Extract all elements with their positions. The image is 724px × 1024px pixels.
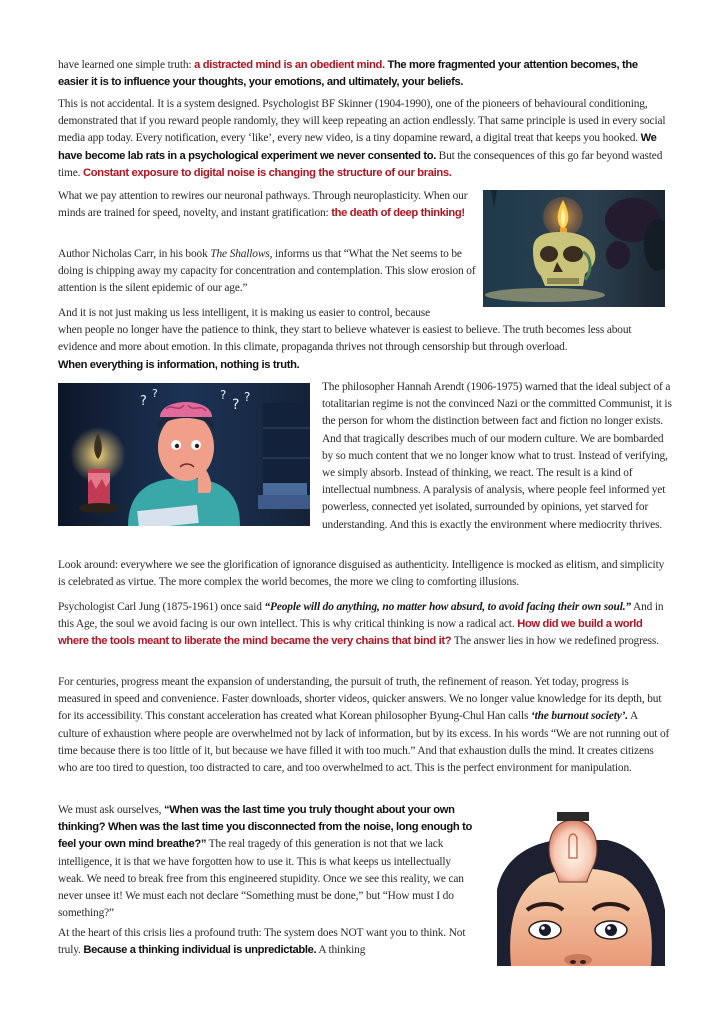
p5-text: when people no longer have the patience to think, they start to believe whatever is easiest to believe. The truth becomes less about evidence and more about emotion. In this climate, propaganda thrives not through censorship but through overload. — [58, 324, 632, 354]
p11-text: At the heart of this crisis lies a profound truth: The system does NOT want you to think. Not truly. — [58, 927, 466, 957]
paragraph-7 — [58, 557, 670, 591]
paragraph-11 — [58, 925, 478, 959]
confused-boy-image — [58, 383, 310, 526]
p2-highlight-red: Constant exposure to digital noise is changing the structure of our brains. — [83, 166, 452, 179]
p10-text: We must ask ourselves, — [58, 804, 165, 816]
p10-text-2: The real tragedy of this generation is not that we lack intelligence, it is that we have forgotten how to use it. This is what keeps us intellectually weak. We need to break free from this engineered stupidity. Once we see this reality, we can never unsee it! We must each not declare “Something must be done,” but “How must I do something?” — [58, 838, 464, 920]
p3-highlight-red: the death of deep thinking! — [331, 207, 465, 220]
p8-jung-quote: “People will do anything, no matter how absurd, to avoid facing their own soul.” — [264, 601, 631, 613]
p10-bold-question: “When was the last time you truly thought about your own thinking? When was the last time you disconnected from the noise, long enough to feel your own mind breathe?” — [58, 804, 472, 851]
p9-text: For centuries, progress meant the expansion of understanding, the pursuit of truth, the refinement of reason. Yet today, progress is measured in speed and convenience. Faster downloads, shorter videos, quicker answers. We no longer value knowledge for its depth, but for its accessibility. This constant acceleration has created what Korean philosopher Byung-Chul Han calls — [58, 676, 662, 723]
p8-text: Psychologist Carl Jung (1875-1961) once said — [58, 601, 265, 613]
paragraph-3 — [58, 188, 478, 222]
p8-highlight-red: How did we build a world where the tools meant to liberate the mind became the very chains that bind it? — [58, 618, 643, 648]
paragraph-5 — [58, 305, 670, 374]
p2-text-2: But the consequences of this go far beyond wasted time. — [58, 149, 663, 179]
lightbulb-head-image — [497, 810, 665, 966]
p1-bold: The more fragmented your attention becomes, the easier it is to influence your thoughts, your emotions, and ultimately, your beliefs. — [58, 59, 638, 89]
paragraph-2 — [58, 96, 670, 182]
paragraph-9 — [58, 674, 670, 777]
p4-book-title: The Shallows — [210, 248, 270, 260]
skull-candle-image — [483, 190, 665, 307]
paragraph-4 — [58, 246, 478, 298]
p8-text-3: The answer lies in how we redefined progress. — [451, 635, 659, 648]
svg-text:?: ? — [244, 390, 251, 404]
p6-text: The philosopher Hannah Arendt (1906-1975) warned that the ideal subject of a totalitarian regime is not the convinced Nazi or the committed Communist, it is the person for whom the distinction between fact and fiction no longer exists. And that tragically describes much of our modern culture. We are bombarded by so much content that we no longer know what to trust. Instead of verifying, we simply absorb. Instead of thinking, we react. The result is a kind of intellectual numbness. A paralysis of analysis, where people feel informed yet powerless, connected yet isolated, surrounded by opinions, yet starved for understanding. And this is exactly the environment where mediocrity thrives. — [322, 381, 672, 531]
svg-text:?: ? — [220, 388, 227, 402]
p1-text: have learned one simple truth: — [58, 59, 195, 71]
p7-text: Look around: everywhere we see the glorification of ignorance disguised as authenticity. Intelligence is mocked as elitism, and simplicity is celebrated as virtue. The more complex the world becomes, the more we cling to comforting illusions. — [58, 559, 665, 589]
p1-highlight-red: a distracted mind is an obedient mind. — [194, 59, 385, 71]
svg-text:?: ? — [140, 394, 147, 409]
confused-boy-brain-icon — [58, 383, 310, 526]
p4-text: Author Nicholas Carr, in his book — [58, 248, 211, 260]
p11-text-2: A thinking — [316, 944, 366, 957]
p4-text-2: , informs us that “What the Net seems to be doing is chipping away my capacity for concentration and contemplation. This slow erosion of attention is the silent epidemic of our age.” — [58, 248, 476, 295]
p9-text-2: A culture of exhaustion where people are overwhelmed not by lack of information, but by its excess. In his words “We are not running out of time because there is too little of it, but because we have filled it with too much.” And that exhaustion dulls the mind. It creates citizens who are too tired to question, too distracted to care, and too overwhelmed to act. This is the perfect environment for manipulation. — [58, 710, 670, 775]
p2-bold: We have become lab rats in a psychological experiment we never consented to. — [58, 132, 657, 162]
lightbulb-head-icon — [497, 810, 665, 966]
p5-line1: And it is not just making us less intelligent, it is making us easier to control, because — [58, 307, 430, 319]
p8-text-2: And in this Age, the soul we avoid facing is our own intellect. This is why critical thinking is now a radical act. — [58, 601, 664, 631]
paragraph-10 — [58, 802, 478, 922]
paragraph-8 — [58, 599, 670, 651]
skull-candle-icon — [483, 190, 665, 307]
p3-text: What we pay attention to rewires our neuronal pathways. Through neuroplasticity. When our minds are trained for speed, novelty, and instant gratification: — [58, 190, 468, 220]
paragraph-1 — [58, 57, 670, 91]
p5-bold: When everything is information, nothing is truth. — [58, 358, 300, 371]
paragraph-6 — [322, 379, 672, 534]
p11-bold: Because a thinking individual is unpredictable. — [83, 944, 317, 957]
p2-text: This is not accidental. It is a system designed. Psychologist BF Skinner (1904-1990), one of the pioneers of behavioural conditioning, demonstrated that if you reward people randomly, they will keep repeating an action endlessly. That same principle is used in every social media app today. Every notification, every ‘like’, every new video, is a tiny dopamine reward, a digital treat that keeps you hooked. — [58, 98, 666, 145]
p9-burnout-society: ‘the burnout society’. — [530, 710, 628, 723]
svg-text:?: ? — [152, 387, 158, 400]
svg-text:?: ? — [232, 397, 240, 413]
